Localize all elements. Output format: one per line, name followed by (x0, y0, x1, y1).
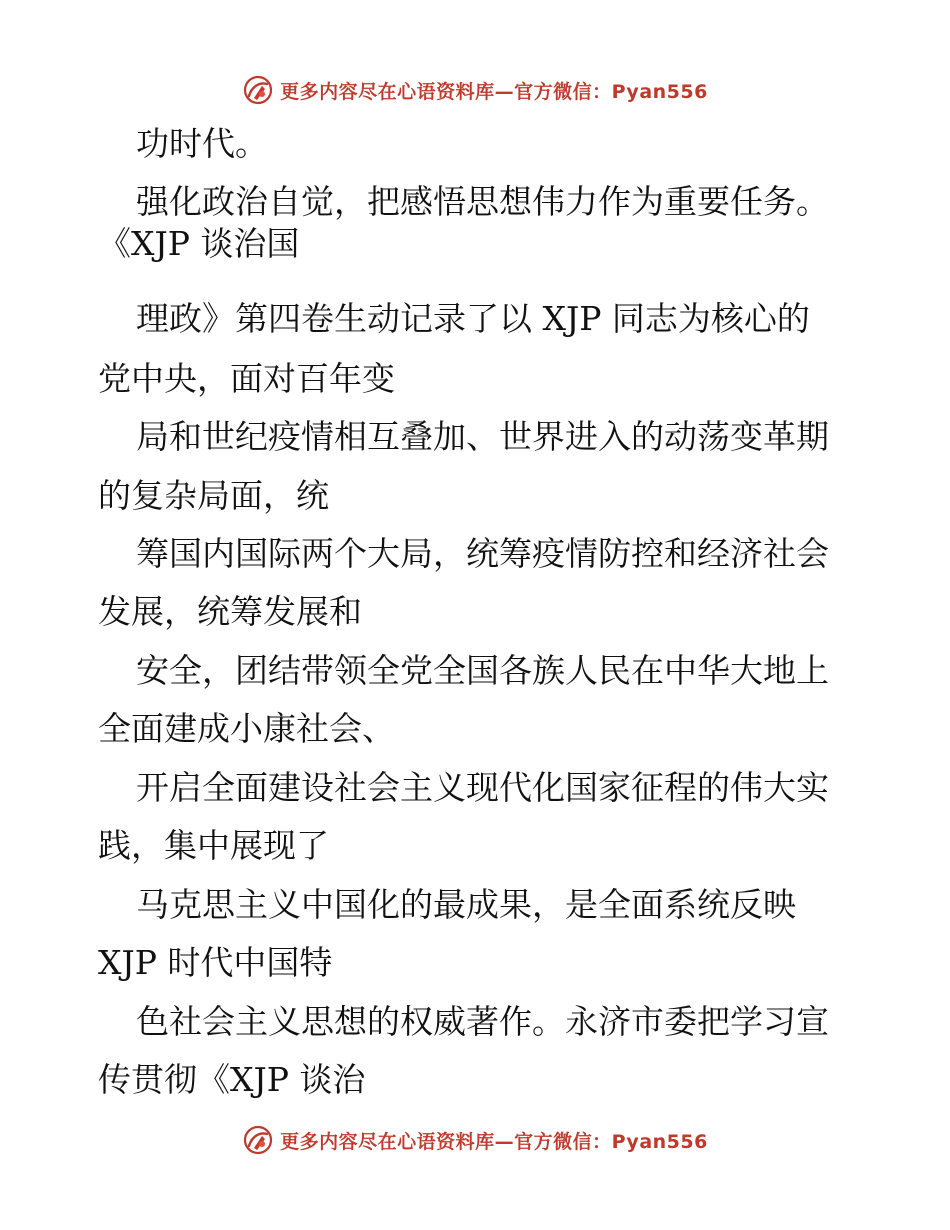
header-banner-text: 更多内容尽在心语资料库—官方微信：Pyan556 (280, 80, 708, 103)
text-line: 《XJP 谈治国 (98, 224, 300, 263)
text-line: 理政》第四卷生动记录了以 XJP 同志为核心的 (136, 299, 810, 338)
text-line: 功时代。 (136, 124, 268, 163)
text-line: 传贯彻《XJP 谈治 (98, 1060, 366, 1099)
footer-watermark-banner (0, 1120, 950, 1160)
brand-logo-icon (242, 1124, 274, 1156)
text-line: 的复杂局面，统 (98, 476, 329, 515)
text-line: 全面建成小康社会、 (98, 709, 395, 748)
text-line: 践，集中展现了 (98, 826, 329, 865)
text-line: 开启全面建设社会主义现代化国家征程的伟大实 (136, 768, 829, 807)
text-line: 马克思主义中国化的最成果，是全面系统反映 (136, 885, 796, 924)
text-line: 筹国内国际两个大局，统筹疫情防控和经济社会 (136, 534, 829, 573)
text-line: 色社会主义思想的权威著作。永济市委把学习宣 (136, 1002, 829, 1041)
footer-banner-text: 更多内容尽在心语资料库—官方微信：Pyan556 (280, 1130, 708, 1153)
text-line: 发展，统筹发展和 (98, 592, 362, 631)
text-line: 局和世纪疫情相互叠加、世界进入的动荡变革期 (136, 417, 829, 456)
brand-logo-icon (242, 74, 274, 106)
text-line: XJP 时代中国特 (98, 943, 333, 982)
text-line: 强化政治自觉，把感悟思想伟力作为重要任务。 (136, 182, 829, 221)
text-line: 党中央，面对百年变 (98, 359, 395, 398)
text-line: 安全，团结带领全党全国各族人民在中华大地上 (136, 651, 829, 690)
header-watermark-banner (0, 70, 950, 110)
